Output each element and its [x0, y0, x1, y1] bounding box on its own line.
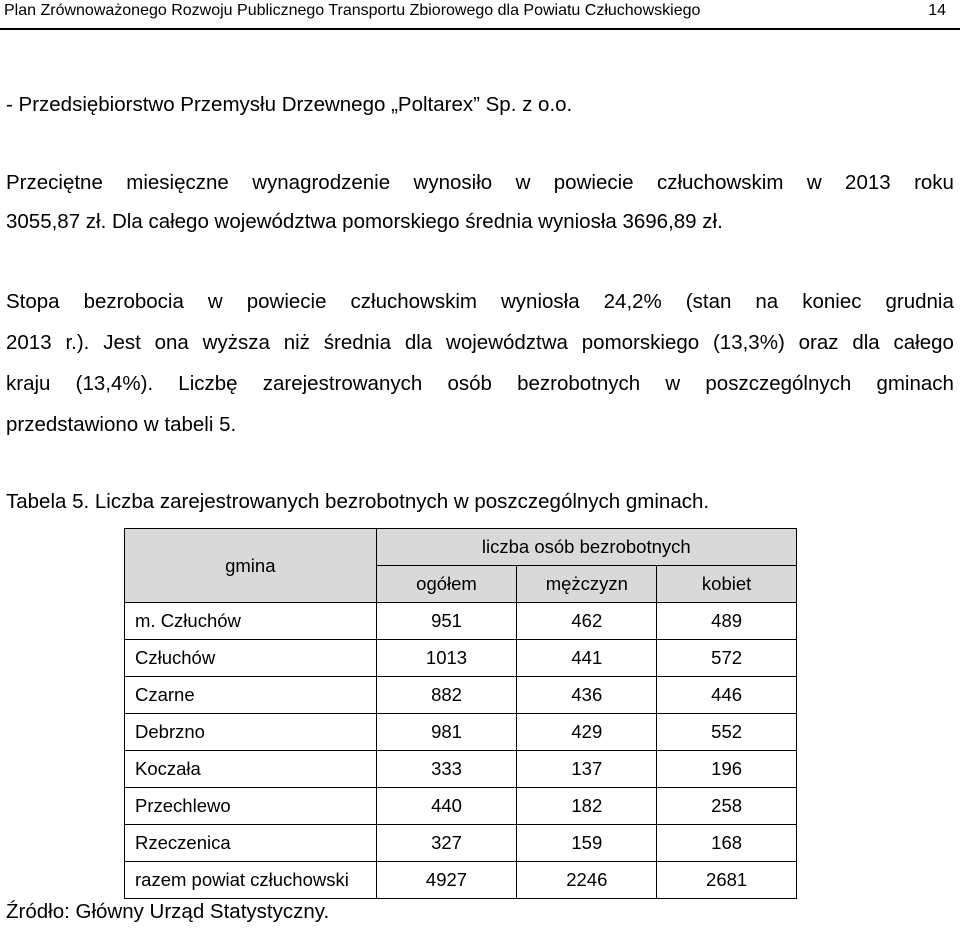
unemployment-table: [124, 528, 797, 899]
cell-total: 882: [376, 677, 517, 714]
cell-women: 572: [657, 640, 797, 677]
cell-gmina: Koczała: [125, 751, 377, 788]
table-row: [125, 603, 797, 640]
cell-women: 2681: [657, 862, 797, 899]
cell-men: 429: [517, 714, 657, 751]
cell-gmina: m. Człuchów: [125, 603, 377, 640]
source-note: Źródło: Główny Urząd Statystyczny.: [6, 900, 330, 923]
cell-total: 4927: [376, 862, 517, 899]
table-row: [125, 751, 797, 788]
cell-men: 137: [517, 751, 657, 788]
cell-men: 159: [517, 825, 657, 862]
cell-women: 489: [657, 603, 797, 640]
unemployment-line-2: 2013 r.). Jest ona wyższa niż średnia dla województwa pomorskiego (13,3%) oraz dla całego: [6, 331, 954, 354]
page-header-title: Plan Zrównoważonego Rozwoju Publicznego Transportu Zbiorowego dla Powiatu Człuchowskiego: [4, 2, 701, 19]
cell-women: 196: [657, 751, 797, 788]
header-gmina: gmina: [125, 529, 377, 603]
header-rule: [0, 28, 960, 30]
cell-gmina: Człuchów: [125, 640, 377, 677]
unemployment-line-3: kraju (13,4%). Liczbę zarejestrowanych osób bezrobotnych w poszczególnych gminach: [6, 372, 954, 395]
cell-women: 446: [657, 677, 797, 714]
cell-men: 441: [517, 640, 657, 677]
table-caption: Tabela 5. Liczba zarejestrowanych bezrobotnych w poszczególnych gminach.: [6, 490, 710, 513]
cell-total: 1013: [376, 640, 517, 677]
unemployment-line-4: przedstawiono w tabeli 5.: [6, 413, 237, 436]
wage-line-2: 3055,87 zł. Dla całego województwa pomorskiego średnia wyniosła 3696,89 zł.: [6, 210, 723, 233]
cell-men: 182: [517, 788, 657, 825]
cell-total: 981: [376, 714, 517, 751]
header-men: mężczyzn: [517, 566, 657, 603]
cell-gmina: Debrzno: [125, 714, 377, 751]
cell-women: 168: [657, 825, 797, 862]
cell-women: 258: [657, 788, 797, 825]
table-row: [125, 677, 797, 714]
wage-line-1: Przeciętne miesięczne wynagrodzenie wynosiło w powiecie człuchowskim w 2013 roku: [6, 171, 954, 194]
cell-men: 2246: [517, 862, 657, 899]
header-unemployed-group: liczba osób bezrobotnych: [376, 529, 796, 566]
page-number: 14: [928, 2, 946, 19]
cell-total: 951: [376, 603, 517, 640]
cell-gmina: razem powiat człuchowski: [125, 862, 377, 899]
cell-gmina: Rzeczenica: [125, 825, 377, 862]
header-total: ogółem: [376, 566, 517, 603]
cell-gmina: Przechlewo: [125, 788, 377, 825]
cell-gmina: Czarne: [125, 677, 377, 714]
cell-men: 436: [517, 677, 657, 714]
header-women: kobiet: [657, 566, 797, 603]
cell-total: 333: [376, 751, 517, 788]
table-row: [125, 788, 797, 825]
unemployment-line-1: Stopa bezrobocia w powiecie człuchowskim wyniosła 24,2% (stan na koniec grudnia: [6, 290, 954, 313]
cell-total: 327: [376, 825, 517, 862]
cell-total: 440: [376, 788, 517, 825]
company-line: - Przedsiębiorstwo Przemysłu Drzewnego „Poltarex” Sp. z o.o.: [6, 93, 573, 116]
cell-men: 462: [517, 603, 657, 640]
table-row: [125, 714, 797, 751]
table-row: [125, 825, 797, 862]
cell-women: 552: [657, 714, 797, 751]
table-row: [125, 862, 797, 899]
table-row: [125, 640, 797, 677]
